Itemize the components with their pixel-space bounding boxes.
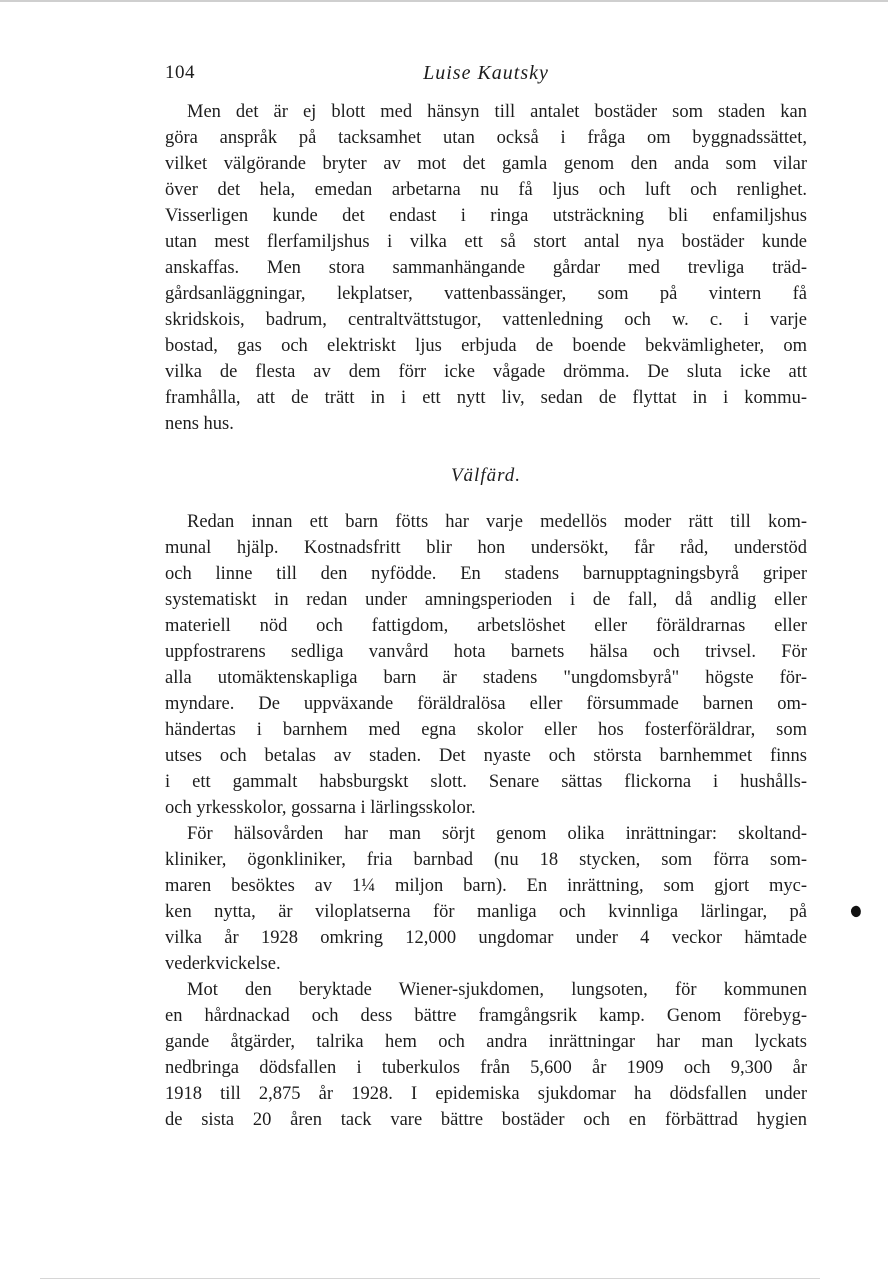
text-line: de sista 20 åren tack vare bättre bostäder och en förbättrad hygien	[165, 1110, 807, 1130]
text-line: vilka år 1928 omkring 12,000 ungdomar under 4 veckor hämtade	[165, 928, 807, 948]
text-line: över det hela, emedan arbetarna nu få ljus och luft och renlighet.	[165, 180, 807, 200]
running-title: Luise Kautsky	[423, 62, 549, 84]
text-line: vederkvickelse.	[165, 954, 281, 974]
text-line: anskaffas. Men stora sammanhängande gårdar med trevliga träd-	[165, 258, 807, 278]
paragraph-health-care	[165, 821, 807, 977]
text-line: och yrkesskolor, gossarna i lärlingsskolor.	[165, 798, 476, 818]
text-line: munal hjälp. Kostnadsfritt blir hon undersökt, får råd, understöd	[165, 538, 807, 558]
text-line: Visserligen kunde det endast i ringa utsträckning bli enfamiljshus	[165, 206, 807, 226]
text-line: uppfostrarens sedliga vanvård hota barnets hälsa och trivsel. För	[165, 642, 807, 662]
text-line: i ett gammalt habsburgskt slott. Senare sättas flickorna i hushålls-	[165, 772, 807, 792]
paragraph-tuberculosis	[165, 977, 807, 1133]
text-line: nedbringa dödsfallen i tuberkulos från 5,600 år 1909 och 9,300 år	[165, 1058, 807, 1078]
text-line: gårdsanläggningar, lekplatser, vattenbassänger, som på vintern få	[165, 284, 807, 304]
text-line: nens hus.	[165, 414, 234, 434]
text-line: alla utomäktenskapliga barn är stadens "ungdomsbyrå" högste för-	[165, 668, 807, 688]
text-line: 1918 till 2,875 år 1928. I epidemiska sjukdomar ha dödsfallen under	[165, 1084, 807, 1104]
page-header	[165, 62, 807, 88]
text-line: gande åtgärder, talrika hem och andra inrättningar har man lyckats	[165, 1032, 807, 1052]
page-number: 104	[165, 62, 195, 83]
text-line: ken nytta, är viloplatserna för manliga och kvinnliga lärlingar, på	[165, 902, 807, 922]
text-line: materiell nöd och fattigdom, arbetslöshet eller föräldrarnas eller	[165, 616, 807, 636]
section-heading: Välfärd.	[450, 465, 522, 486]
text-line: och linne till den nyfödde. En stadens barnupptagningsbyrå griper	[165, 564, 807, 584]
text-line: systematiskt in redan under amningsperioden i de fall, då andlig eller	[165, 590, 807, 610]
text-line: göra anspråk på tacksamhet utan också i fråga om byggnadssättet,	[165, 128, 807, 148]
text-line: vilka de flesta av dem förr icke vågade drömma. De sluta icke att	[165, 362, 807, 382]
paragraph-welfare-children	[165, 509, 807, 821]
text-line: Redan innan ett barn fötts har varje medellös moder rätt till kom-	[187, 512, 807, 532]
text-line: utan mest flerfamiljshus i vilka ett så stort antal nya bostäder kunde	[165, 232, 807, 252]
text-line: bostad, gas och elektriskt ljus erbjuda de boende bekvämligheter, om	[165, 336, 807, 356]
scan-bottom-edge	[40, 1278, 820, 1279]
scan-top-edge	[0, 0, 888, 2]
text-line: Mot den beryktade Wiener-sjukdomen, lungsoten, för kommunen	[187, 980, 807, 1000]
text-line: en hårdnackad och dess bättre framgångsrik kamp. Genom förebyg-	[165, 1006, 807, 1026]
text-line: framhålla, att de trätt in i ett nytt liv, sedan de flyttat in i kommu-	[165, 388, 807, 408]
text-line: myndare. De uppväxande föräldralösa eller försummade barnen om-	[165, 694, 807, 714]
text-line: För hälsovården har man sörjt genom olika inrättningar: skoltand-	[187, 824, 807, 844]
text-line: Men det är ej blott med hänsyn till antalet bostäder som staden kan	[187, 102, 807, 122]
text-line: maren besöktes av 1¼ miljon barn). En inrättning, som gjort myc-	[165, 876, 807, 896]
ink-blot-mark	[849, 904, 863, 918]
text-line: kliniker, ögonkliniker, fria barnbad (nu 18 stycken, som förra som-	[165, 850, 807, 870]
paragraph-housing	[165, 99, 807, 437]
text-line: skridskois, badrum, centraltvättstugor, vattenledning och w. c. i varje	[165, 310, 807, 330]
text-line: händertas i barnhem med egna skolor eller hos fosterföräldrar, som	[165, 720, 807, 740]
text-line: vilket välgörande bryter av mot det gamla genom den anda som vilar	[165, 154, 807, 174]
text-line: utses och betalas av staden. Det nyaste och största barnhemmet finns	[165, 746, 807, 766]
